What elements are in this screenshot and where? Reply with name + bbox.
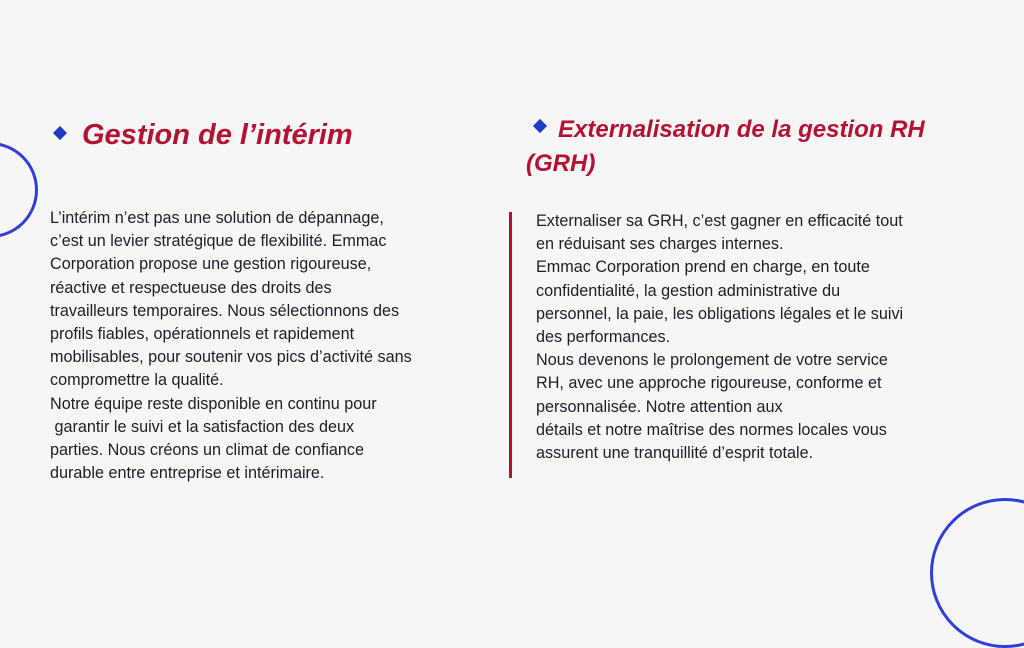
- text-line: Externaliser sa GRH, c’est gagner en efficacité tout: [536, 212, 903, 230]
- text-line: en réduisant ses charges internes.: [536, 235, 784, 254]
- left-section-body: [50, 207, 490, 485]
- text-line: c’est un levier stratégique de flexibilité. Emmac: [50, 232, 387, 251]
- left-section-title: Gestion de l’intérim: [82, 119, 353, 151]
- text-line: réactive et respectueuse des droits des: [50, 278, 332, 297]
- diamond-bullet-icon: [53, 126, 67, 140]
- text-line: parties. Nous créons un climat de confiance: [50, 441, 365, 460]
- section-divider: [509, 212, 512, 478]
- text-line: détails et notre maîtrise des normes locales vous: [536, 420, 887, 439]
- text-line: mobilisables, pour soutenir vos pics d’activité sans: [50, 348, 412, 367]
- text-line: profils fiables, opérationnels et rapidement: [50, 325, 355, 344]
- decorative-circle-left: [0, 142, 38, 238]
- text-line: Nous devenons le prolongement de votre service: [536, 351, 888, 370]
- text-line: travailleurs temporaires. Nous sélectionnons des: [50, 301, 400, 320]
- right-section-title: Externalisation de la gestion RH (GRH): [526, 116, 925, 177]
- text-line: garantir le suivi et la satisfaction des deux: [50, 417, 355, 436]
- text-line: compromettre la qualité.: [50, 371, 224, 390]
- text-line: assurent une tranquillité d’esprit totale.: [536, 444, 814, 463]
- text-line: personnalisée. Notre attention aux: [536, 397, 783, 416]
- text-line: durable entre entreprise et intérimaire.: [50, 464, 325, 483]
- decorative-circle-right: [930, 498, 1024, 648]
- text-line: RH, avec une approche rigoureuse, conforme et: [536, 374, 882, 393]
- text-line: confidentialité, la gestion administrative du: [536, 281, 841, 300]
- text-line: personnel, la paie, les obligations légales et le suivi: [536, 304, 904, 323]
- text-line: Notre équipe reste disponible en continu pour: [50, 394, 377, 413]
- text-line: Emmac Corporation prend en charge, en toute: [536, 258, 870, 277]
- text-line: Corporation propose une gestion rigoureuse,: [50, 255, 372, 274]
- text-line: L’intérim n’est pas une solution de dépannage,: [50, 209, 384, 227]
- text-line: des performances.: [536, 328, 671, 347]
- right-section-body: [536, 210, 981, 465]
